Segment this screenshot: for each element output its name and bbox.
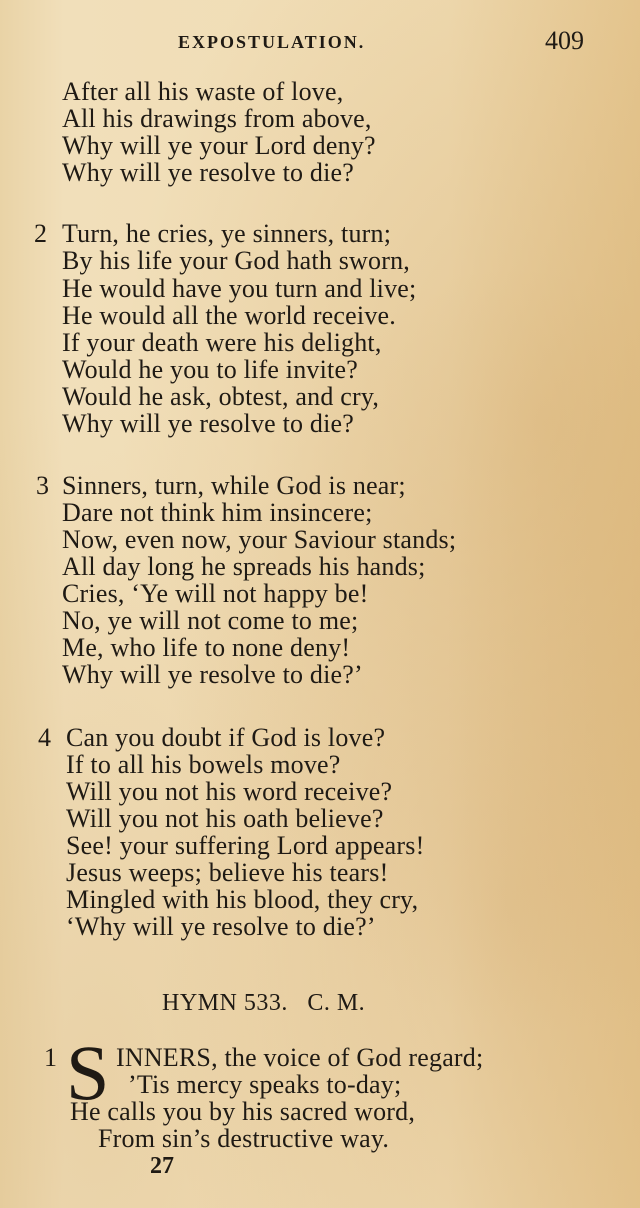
verse-line: Will you not his oath believe?	[66, 804, 384, 833]
verse-line: Can you doubt if God is love?	[66, 723, 386, 752]
verse-line: From sin’s destructive way.	[98, 1124, 390, 1153]
verse-line: Why will ye your Lord deny?	[62, 131, 376, 160]
signature-mark: 27	[150, 1153, 174, 1179]
verse-line: Why will ye resolve to die?’	[62, 660, 363, 689]
verse-line: If your death were his delight,	[62, 328, 382, 357]
running-head	[0, 26, 640, 60]
verse-line: Cries, ‘Ye will not happy be!	[62, 579, 369, 608]
verse-line: Will you not his word receive?	[66, 777, 393, 806]
stanza-number: 1	[44, 1043, 57, 1072]
verse-line: All day long he spreads his hands;	[62, 552, 426, 581]
running-title: EXPOSTULATION.	[178, 32, 366, 52]
verse-line: Would he ask, obtest, and cry,	[62, 382, 380, 411]
verse-line: ‘Why will ye resolve to die?’	[66, 912, 376, 941]
verse-line: Jesus weeps; believe his tears!	[66, 858, 389, 887]
verse-line: He would have you turn and live;	[62, 274, 417, 303]
verse-line: Why will ye resolve to die?	[62, 158, 355, 187]
stanza-number: 2	[34, 219, 47, 248]
verse-line: All his drawings from above,	[62, 104, 372, 133]
verse-line: By his life your God hath sworn,	[62, 246, 410, 275]
verse-line: No, ye will not come to me;	[62, 606, 359, 635]
drop-cap: S	[66, 1029, 110, 1116]
verse-line: He calls you by his sacred word,	[70, 1097, 416, 1126]
hymn-heading: HYMN 533. C. M.	[162, 990, 366, 1016]
verse-line: If to all his bowels move?	[66, 750, 341, 779]
verse-line: Me, who life to none deny!	[62, 633, 351, 662]
verse-line: INNERS, the voice of God regard;	[116, 1043, 484, 1072]
verse-line: Would he you to life invite?	[62, 355, 358, 384]
verse-line: Turn, he cries, ye sinners, turn;	[62, 219, 392, 248]
verse-line: Now, even now, your Saviour stands;	[62, 525, 457, 554]
stanza-number: 4	[38, 723, 51, 752]
verse-line: Mingled with his blood, they cry,	[66, 885, 419, 914]
verse-line: Why will ye resolve to die?	[62, 409, 355, 438]
page-number: 409	[545, 26, 584, 55]
stanza-number: 3	[36, 471, 49, 500]
verse-line: Dare not think him insincere;	[62, 498, 373, 527]
verse-line: After all his waste of love,	[62, 77, 344, 106]
verse-line: Sinners, turn, while God is near;	[62, 471, 406, 500]
verse-line: ’Tis mercy speaks to-day;	[128, 1070, 402, 1099]
verse-line: He would all the world receive.	[62, 301, 396, 330]
verse-line: See! your suffering Lord appears!	[66, 831, 425, 860]
